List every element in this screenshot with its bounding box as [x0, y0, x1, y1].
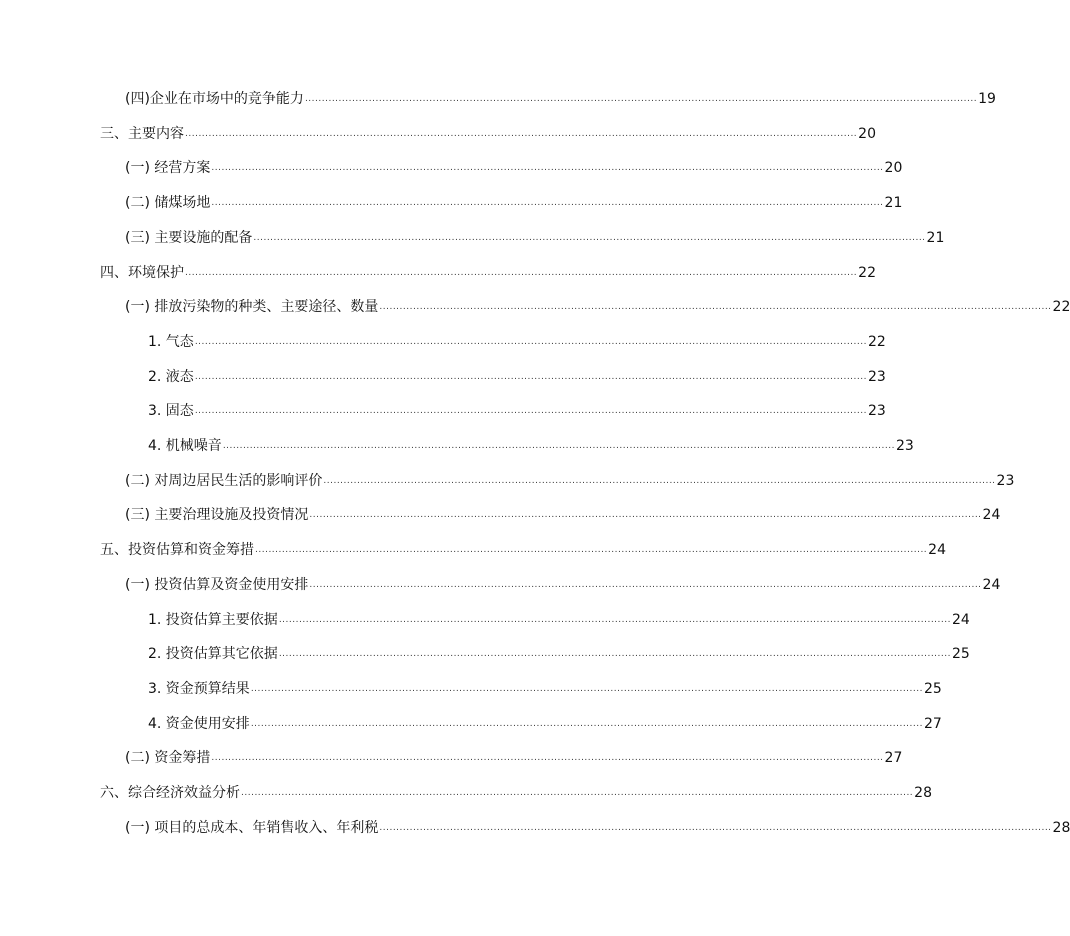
toc-entry-title: 1. 气态 [148, 334, 194, 350]
toc-entry-title: 4. 机械噪音 [148, 438, 222, 454]
toc-entry-title: (一) 经营方案 [125, 160, 211, 176]
toc-page-number: 24 [951, 612, 970, 628]
toc-page-number: 22 [1052, 299, 1070, 315]
toc-dot-leader: ........................................................................................................................................................................................................ [185, 268, 858, 278]
toc-dot-leader: ........................................................................................................................................................................................................ [304, 94, 978, 104]
toc-dot-leader: ........................................................................................................................................................................................................ [222, 441, 895, 451]
toc-page-number: 19 [978, 91, 996, 107]
toc-dot-leader: ........................................................................................................................................................................................................ [309, 510, 982, 520]
toc-page-number: 20 [884, 160, 903, 176]
toc-page-number: 27 [884, 750, 903, 766]
toc-entry[interactable] [100, 121, 876, 143]
toc-page-number: 21 [884, 195, 903, 211]
toc-entry-title: 2. 液态 [148, 369, 194, 385]
toc-dot-leader: ........................................................................................................................................................................................................ [379, 302, 1052, 312]
toc-entry-title: (二) 储煤场地 [125, 195, 211, 211]
toc-dot-leader: ........................................................................................................................................................................................................ [194, 337, 867, 347]
toc-dot-leader: ........................................................................................................................................................................................................ [185, 129, 858, 139]
toc-entry-title: (四)企业在市场中的竞争能力 [125, 91, 304, 107]
toc-entry[interactable] [125, 502, 1001, 524]
toc-dot-leader: ........................................................................................................................................................................................................ [194, 406, 867, 416]
toc-dot-leader: ........................................................................................................................................................................................................ [309, 580, 982, 590]
toc-entry-title: (一) 投资估算及资金使用安排 [125, 577, 309, 593]
toc-entry-title: 3. 资金预算结果 [148, 681, 250, 697]
toc-page-number: 24 [982, 507, 1001, 523]
toc-entry[interactable] [125, 468, 1015, 490]
toc-dot-leader: ........................................................................................................................................................................................................ [250, 684, 923, 694]
toc-page-number: 25 [923, 681, 942, 697]
toc-entry[interactable] [100, 780, 932, 802]
toc-dot-leader: ........................................................................................................................................................................................................ [211, 753, 884, 763]
toc-entry[interactable] [148, 329, 886, 351]
toc-page-number: 23 [867, 369, 886, 385]
toc-entry[interactable] [148, 641, 970, 663]
toc-page-number: 25 [951, 646, 970, 662]
toc-page-number: 24 [982, 577, 1001, 593]
toc-entry-title: 三、主要内容 [100, 126, 184, 142]
toc-page-number: 24 [928, 542, 946, 558]
toc-entry[interactable] [148, 607, 970, 629]
toc-dot-leader: ........................................................................................................................................................................................................ [211, 163, 884, 173]
toc-entry-title: 3. 固态 [148, 403, 194, 419]
toc-entry[interactable] [148, 711, 942, 733]
toc-entry-title: (一) 排放污染物的种类、主要途径、数量 [125, 299, 379, 315]
toc-dot-leader: ........................................................................................................................................................................................................ [211, 198, 884, 208]
toc-entry-title: 4. 资金使用安排 [148, 716, 250, 732]
toc-dot-leader: ........................................................................................................................................................................................................ [241, 788, 914, 798]
toc-entry[interactable] [125, 294, 1070, 316]
toc-entry[interactable] [125, 815, 1070, 837]
toc-entry[interactable] [125, 225, 945, 247]
toc-page-number: 23 [996, 473, 1015, 489]
toc-entry[interactable] [125, 86, 996, 108]
toc-entry[interactable] [125, 572, 1001, 594]
toc-page-number: 28 [1052, 820, 1070, 836]
toc-page-number: 23 [895, 438, 914, 454]
toc-dot-leader: ........................................................................................................................................................................................................ [379, 823, 1052, 833]
toc-entry-title: (一) 项目的总成本、年销售收入、年利税 [125, 820, 379, 836]
toc-entry[interactable] [125, 745, 903, 767]
toc-entry[interactable] [148, 676, 942, 698]
toc-dot-leader: ........................................................................................................................................................................................................ [255, 545, 928, 555]
toc-entry[interactable] [100, 260, 876, 282]
toc-entry-title: 2. 投资估算其它依据 [148, 646, 278, 662]
toc-entry[interactable] [125, 190, 903, 212]
toc-dot-leader: ........................................................................................................................................................................................................ [278, 615, 951, 625]
toc-entry[interactable] [148, 433, 914, 455]
toc-entry[interactable] [148, 398, 886, 420]
toc-dot-leader: ........................................................................................................................................................................................................ [323, 476, 996, 486]
toc-entry[interactable] [100, 537, 946, 559]
toc-page-number: 22 [867, 334, 886, 350]
toc-page-number: 21 [926, 230, 945, 246]
toc-page-number: 28 [914, 785, 932, 801]
toc-page-number: 27 [923, 716, 942, 732]
toc-entry-title: (二) 对周边居民生活的影响评价 [125, 473, 323, 489]
toc-entry[interactable] [125, 155, 903, 177]
toc-entry-title: 五、投资估算和资金筹措 [100, 542, 254, 558]
toc-page-number: 22 [858, 265, 876, 281]
toc-dot-leader: ........................................................................................................................................................................................................ [194, 372, 867, 382]
toc-page-number: 20 [858, 126, 876, 142]
toc-entry[interactable] [148, 364, 886, 386]
toc-dot-leader: ........................................................................................................................................................................................................ [250, 719, 923, 729]
toc-entry-title: 四、环境保护 [100, 265, 184, 281]
toc-entry-title: (三) 主要治理设施及投资情况 [125, 507, 309, 523]
toc-entry-title: 1. 投资估算主要依据 [148, 612, 278, 628]
toc-dot-leader: ........................................................................................................................................................................................................ [253, 233, 926, 243]
toc-entry-title: 六、综合经济效益分析 [100, 785, 240, 801]
toc-page-number: 23 [867, 403, 886, 419]
toc-entry-title: (二) 资金筹措 [125, 750, 211, 766]
toc-dot-leader: ........................................................................................................................................................................................................ [278, 649, 951, 659]
toc-entry-title: (三) 主要设施的配备 [125, 230, 253, 246]
